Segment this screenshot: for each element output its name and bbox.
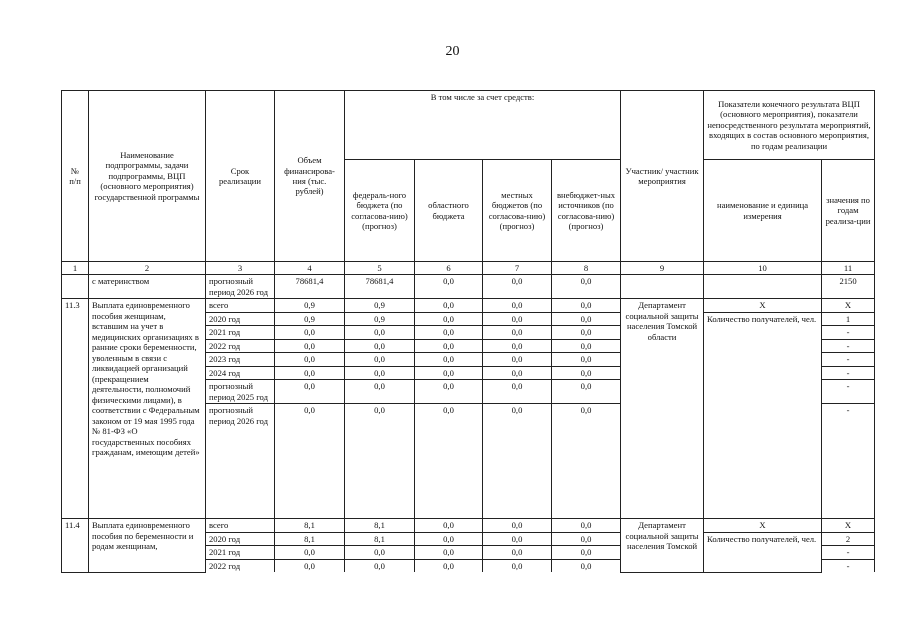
cell-federal: 0,0 [345, 339, 415, 352]
cell-total: 0,0 [275, 326, 345, 339]
cell-total: 0,9 [275, 299, 345, 312]
program-table [61, 90, 875, 573]
column-number: 1 [62, 262, 89, 275]
column-number: 5 [345, 262, 415, 275]
header-indicator-value: значения по годам реализа-ции [822, 160, 875, 262]
cell-local: 0,0 [483, 339, 552, 352]
cell-indicator-value: - [822, 339, 875, 352]
cell-indicator-value: X [822, 299, 875, 312]
cell-total: 0,0 [275, 546, 345, 559]
header-indicator-name: наименование и единица измерения [704, 160, 822, 262]
cell-federal: 0,0 [345, 366, 415, 379]
header-sources-group: В том числе за счет средств: [345, 91, 621, 160]
cell-extra: 0,0 [552, 312, 621, 325]
cell-local: 0,0 [483, 353, 552, 366]
column-number: 4 [275, 262, 345, 275]
cell-extra: 0,0 [552, 404, 621, 519]
cell-extra: 0,0 [552, 326, 621, 339]
header-num: № п/п [62, 91, 89, 262]
cell-indicator-name: Количество получателей, чел. [704, 532, 822, 572]
page-number: 20 [445, 44, 460, 59]
cell-indicator-name: Количество получателей, чел. [704, 312, 822, 518]
header-period: Срок реализации [206, 91, 275, 262]
cell-total: 0,0 [275, 353, 345, 366]
cell-federal: 8,1 [345, 519, 415, 532]
row-period: прогнозный период 2026 год [206, 275, 275, 299]
cell-regional: 0,0 [415, 275, 483, 299]
cell-regional: 0,0 [415, 519, 483, 532]
cell-local: 0,0 [483, 312, 552, 325]
cell-federal: 0,0 [345, 353, 415, 366]
cell-regional: 0,0 [415, 353, 483, 366]
cell-indicator-value: - [822, 404, 875, 519]
cell-total: 0,0 [275, 339, 345, 352]
table-row [62, 275, 875, 299]
cell-regional: 0,0 [415, 532, 483, 545]
cell-federal: 0,9 [345, 299, 415, 312]
cell-indicator-value: - [822, 380, 875, 404]
cell-local: 0,0 [483, 546, 552, 559]
column-number: 7 [483, 262, 552, 275]
row-period: всего [206, 519, 275, 532]
column-numbers-row [62, 262, 875, 275]
cell-total: 0,0 [275, 380, 345, 404]
cell-regional: 0,0 [415, 312, 483, 325]
row-period: прогнозный период 2025 год [206, 380, 275, 404]
cell-federal: 8,1 [345, 532, 415, 545]
cell-indicator-value: - [822, 366, 875, 379]
column-number: 11 [822, 262, 875, 275]
cell-regional: 0,0 [415, 380, 483, 404]
cell-local: 0,0 [483, 366, 552, 379]
cell-local: 0,0 [483, 532, 552, 545]
column-number: 9 [621, 262, 704, 275]
section-number: 11.3 [62, 299, 89, 519]
cell-indicator-value: X [822, 519, 875, 532]
cell-total: 8,1 [275, 519, 345, 532]
section-number: 11.4 [62, 519, 89, 572]
cell-extra: 0,0 [552, 353, 621, 366]
cell-regional: 0,0 [415, 326, 483, 339]
cell-federal: 0,9 [345, 312, 415, 325]
cell-indicator-name: X [704, 299, 822, 312]
header-federal: федераль-ного бюджета (по согласова-нию) (прогноз) [345, 160, 415, 262]
row-period: 2020 год [206, 312, 275, 325]
cell-local: 0,0 [483, 404, 552, 519]
header-name: Наименование подпрограммы, задачи подпрограммы, ВЦП (основного мероприятия) государственной программы [89, 91, 206, 262]
cell-indicator-value: - [822, 353, 875, 366]
cell-regional: 0,0 [415, 546, 483, 559]
section-participant: Департамент социальной защиты населения Томской области [621, 299, 704, 519]
cell-extra: 0,0 [552, 559, 621, 572]
row-period: 2024 год [206, 366, 275, 379]
section-participant: Департамент социальной защиты населения Томской [621, 519, 704, 572]
cell-extra: 0,0 [552, 299, 621, 312]
row-period: 2022 год [206, 339, 275, 352]
header-local: местных бюджетов (по согласова-нию) (прогноз) [483, 160, 552, 262]
cell-indicator-value: - [822, 326, 875, 339]
column-number: 2 [89, 262, 206, 275]
cell-extra: 0,0 [552, 546, 621, 559]
cell-extra: 0,0 [552, 275, 621, 299]
cell-indicator-value: - [822, 559, 875, 572]
table-row [62, 519, 875, 532]
row-period: 2022 год [206, 559, 275, 572]
cell-regional: 0,0 [415, 299, 483, 312]
cell-total: 0,0 [275, 404, 345, 519]
cell-indicator-value: 2150 [822, 275, 875, 299]
cell-extra: 0,0 [552, 380, 621, 404]
cell-federal: 0,0 [345, 559, 415, 572]
cell-local: 0,0 [483, 380, 552, 404]
cell-federal: 78681,4 [345, 275, 415, 299]
cell-regional: 0,0 [415, 404, 483, 519]
cell-total: 0,0 [275, 559, 345, 572]
cell-indicator-name: X [704, 519, 822, 532]
column-number: 3 [206, 262, 275, 275]
cell-local: 0,0 [483, 559, 552, 572]
header-total: Объем финансирова-ния (тыс. рублей) [275, 91, 345, 262]
cell-regional: 0,0 [415, 366, 483, 379]
cell-indicator-value: 2 [822, 532, 875, 545]
row-period: 2023 год [206, 353, 275, 366]
column-number: 10 [704, 262, 822, 275]
header-indicators-group: Показатели конечного результата ВЦП (основного мероприятия), показатели непосредственного результата мероприятий, входящих в состав основного мероприятия, по годам реализации [704, 91, 875, 160]
table-row [62, 299, 875, 312]
cell-extra: 0,0 [552, 366, 621, 379]
cell-extra: 0,0 [552, 532, 621, 545]
row-period: прогнозный период 2026 год [206, 404, 275, 519]
cell-regional: 0,0 [415, 559, 483, 572]
cell-federal: 0,0 [345, 326, 415, 339]
cell-local: 0,0 [483, 299, 552, 312]
section-name: Выплата единовременного пособия женщинам, вставшим на учет в медицинских организациях в ранние сроки беременности, уволенным в связи с ликвидацией организаций (прекращением деятельности, полномочий физическими лицами), в соответствии с Федеральным законом от 19 мая 1995 года № 81-ФЗ «О государственных пособиях гражданам, имеющим детей» [89, 299, 206, 519]
header-participant: Участник/ участник мероприятия [621, 91, 704, 262]
cell-extra: 0,0 [552, 519, 621, 532]
section-name: Выплата единовременного пособия по беременности и родам женщинам, [89, 519, 206, 572]
cell-regional: 0,0 [415, 339, 483, 352]
cell-indicator-value: - [822, 546, 875, 559]
cell-total: 8,1 [275, 532, 345, 545]
cell-total: 0,0 [275, 366, 345, 379]
cell-federal: 0,0 [345, 546, 415, 559]
row-period: 2021 год [206, 546, 275, 559]
cell-federal: 0,0 [345, 380, 415, 404]
cell-extra: 0,0 [552, 339, 621, 352]
row-period: 2021 год [206, 326, 275, 339]
header-extra: внебюджет-ных источников (по согласова-нию) (прогноз) [552, 160, 621, 262]
header-regional: областного бюджета [415, 160, 483, 262]
cell-local: 0,0 [483, 519, 552, 532]
row-period: всего [206, 299, 275, 312]
column-number: 8 [552, 262, 621, 275]
row-period: 2020 год [206, 532, 275, 545]
cell-local: 0,0 [483, 326, 552, 339]
row-name: с материнством [89, 275, 206, 299]
cell-federal: 0,0 [345, 404, 415, 519]
cell-total: 0,9 [275, 312, 345, 325]
column-number: 6 [415, 262, 483, 275]
cell-total: 78681,4 [275, 275, 345, 299]
cell-local: 0,0 [483, 275, 552, 299]
cell-indicator-value: 1 [822, 312, 875, 325]
